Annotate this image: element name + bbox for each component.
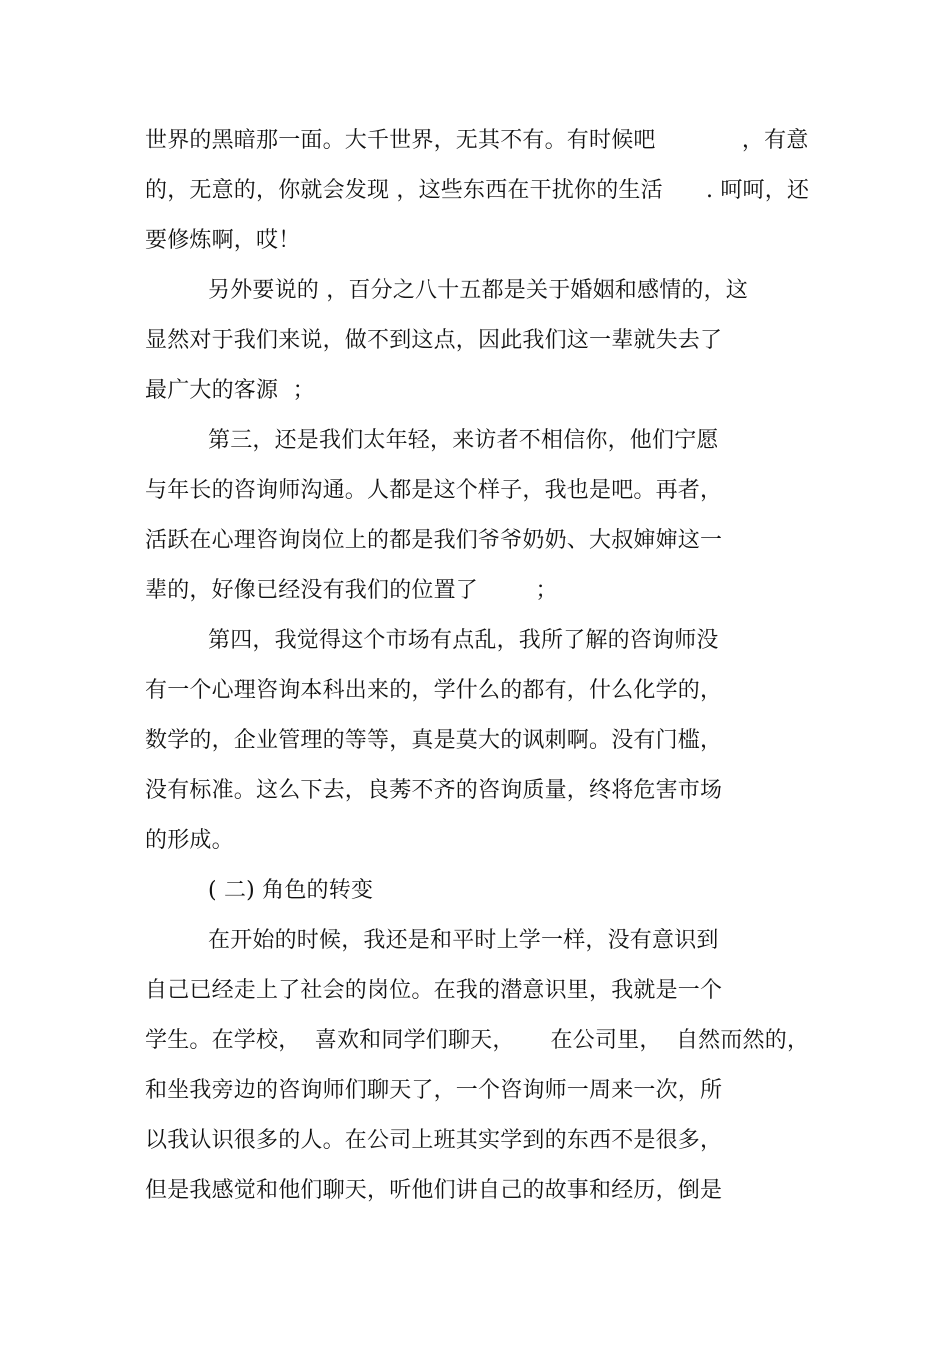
text-line: 最广大的客源 ； — [145, 378, 315, 403]
text-line: 以我认识很多的人。在公司上班其实学到的东西不是很多， — [145, 1128, 723, 1153]
text-line: 活跃在心理咨询岗位上的都是我们爷爷奶奶、大叔婶婶这一 — [145, 528, 723, 553]
paragraph-first-line: 另外要说的 ，百分之八十五都是关于婚姻和感情的，这 — [208, 278, 748, 303]
text-line: 有一个心理咨询本科出来的，学什么的都有，什么化学的， — [145, 678, 723, 703]
text-line: 没有标准。这么下去，良莠不齐的咨询质量，终将危害市场 — [145, 778, 723, 803]
text-line: 显然对于我们来说，做不到这点，因此我们这一辈就失去了 — [145, 328, 723, 353]
section-heading: ( 二) 角色的转变 — [208, 878, 374, 903]
paragraph-first-line: 第四，我觉得这个市场有点乱，我所了解的咨询师没 — [208, 628, 719, 653]
text-line: 数学的，企业管理的等等，真是莫大的讽刺啊。没有门槛， — [145, 728, 723, 753]
paragraph-first-line: 第三，还是我们太年轻，来访者不相信你，他们宁愿 — [208, 428, 719, 453]
paragraph-first-line: 在开始的时候，我还是和平时上学一样，没有意识到 — [208, 928, 719, 953]
text-line: 学生。在学校， 喜欢和同学们聊天， 在公司里， 自然而然的， — [145, 1028, 810, 1053]
text-line: 辈的，好像已经没有我们的位置了 ； — [145, 578, 558, 603]
text-line: 和坐我旁边的咨询师们聊天了，一个咨询师一周来一次，所 — [145, 1078, 723, 1103]
text-line: 自己已经走上了社会的岗位。在我的潜意识里，我就是一个 — [145, 978, 723, 1003]
text-line: 要修炼啊，哎！ — [145, 228, 301, 253]
text-line: 与年长的咨询师沟通。人都是这个样子，我也是吧。再者， — [145, 478, 723, 503]
text-line: 世界的黑暗那一面。大千世界，无其不有。有时候吧 ，有意 — [145, 128, 809, 153]
text-line: 的，无意的，你就会发现 ，这些东西在干扰你的生活 . 呵呵，还 — [145, 178, 810, 203]
text-line: 的形成。 — [145, 828, 234, 853]
text-line: 但是我感觉和他们聊天，听他们讲自己的故事和经历，倒是 — [145, 1178, 723, 1203]
